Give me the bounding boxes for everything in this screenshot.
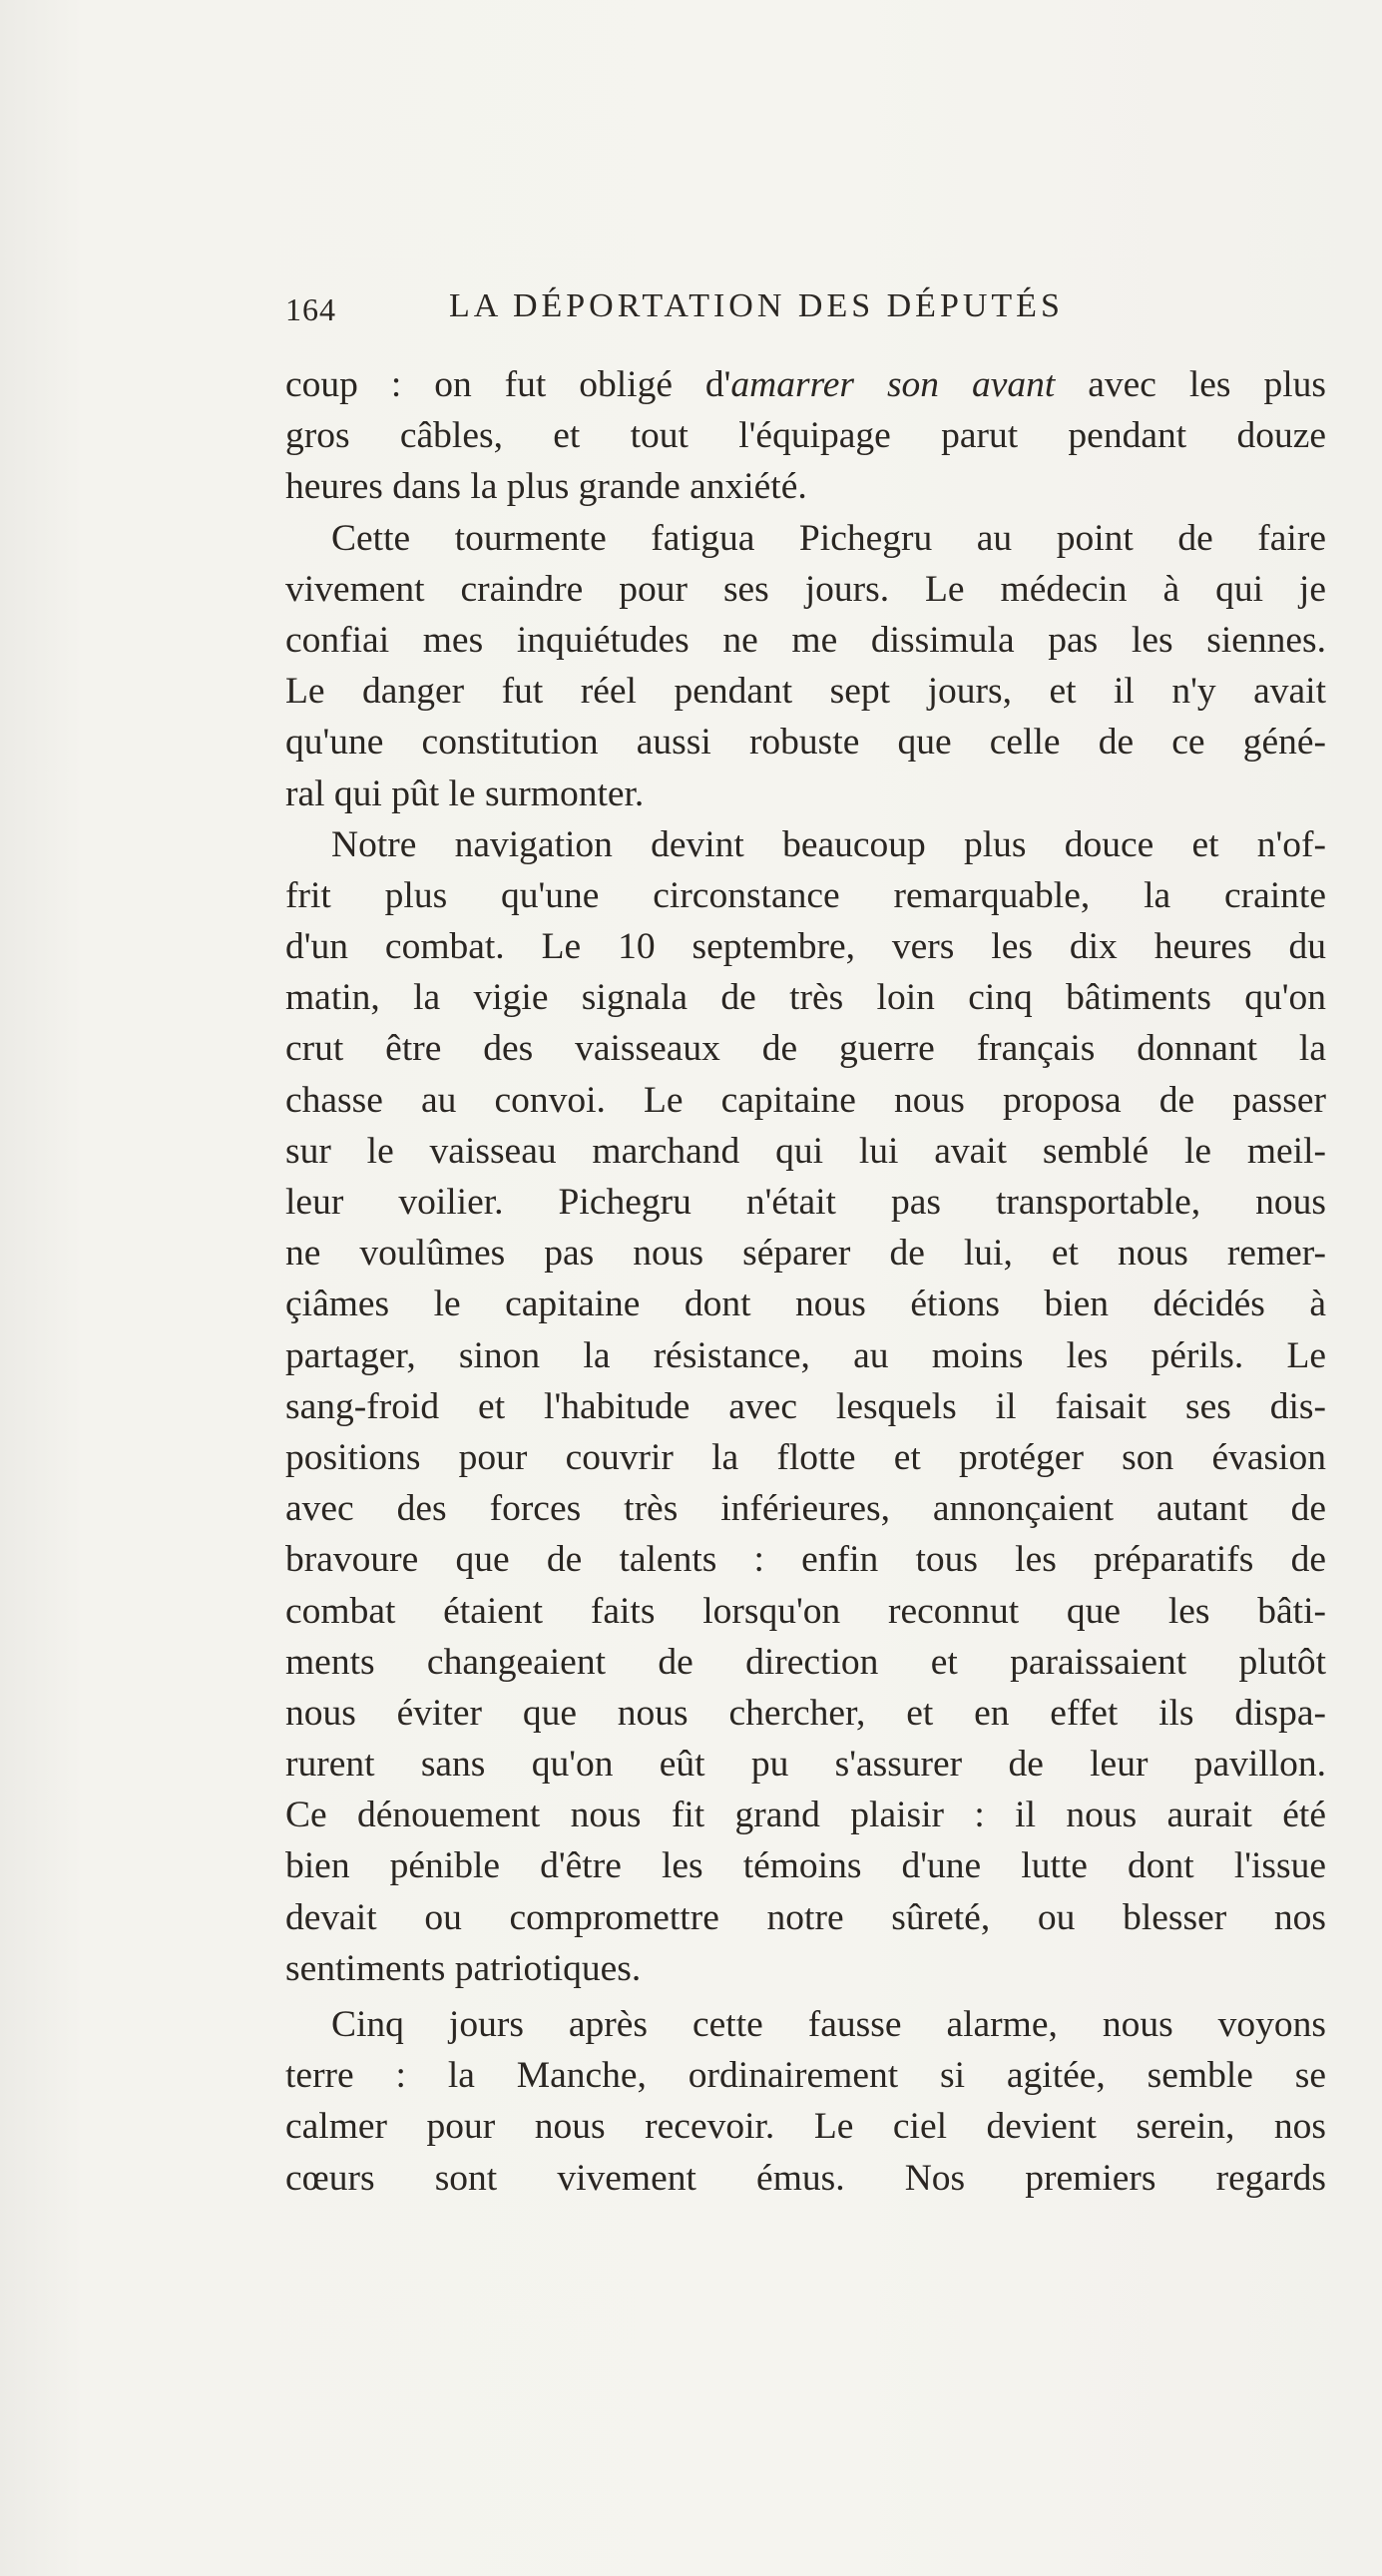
text-run: cœurs sont vivement émus. Nos premiers regards	[285, 2157, 1326, 2199]
text-line	[285, 1075, 1326, 1126]
text-run: qu'une constitution aussi robuste que celle de ce géné-	[285, 722, 1326, 764]
text-run: crut être des vaisseaux de guerre français donnant la	[285, 1028, 1326, 1070]
page-number: 164	[285, 291, 336, 327]
text-run: d'un combat. Le 10 septembre, vers les dix heures du	[285, 926, 1326, 968]
text-line	[285, 1688, 1326, 1739]
text-run: bravoure que de talents : enfin tous les préparatifs de	[285, 1539, 1326, 1581]
text-line	[285, 1432, 1326, 1483]
text-run: çiâmes le capitaine dont nous étions bien décidés à	[285, 1284, 1326, 1325]
text-line	[285, 2153, 1326, 2204]
text-line	[285, 2050, 1326, 2101]
text-line	[285, 1228, 1326, 1279]
text-run: sentiments patriotiques.	[285, 1947, 642, 1989]
text-line	[285, 564, 1326, 615]
text-line	[285, 1790, 1326, 1840]
text-line	[285, 1381, 1326, 1432]
text-line	[285, 461, 1326, 512]
text-run: combat étaient faits lorsqu'on reconnut que les bâti-	[285, 1590, 1326, 1632]
text-run: terre : la Manche, ordinairement si agitée, semble se	[285, 2055, 1326, 2097]
text-run: Cette tourmente fatigua Pichegru au point de faire	[331, 517, 1326, 559]
text-line	[285, 870, 1326, 921]
text-run: coup : on fut obligé d'	[285, 364, 731, 405]
text-line	[285, 666, 1326, 717]
text-run: gros câbles, et tout l'équipage parut pendant douze	[285, 415, 1326, 457]
text-run: nous éviter que nous chercher, et en effet ils dispa-	[285, 1692, 1326, 1734]
text-line	[285, 921, 1326, 972]
text-run: matin, la vigie signala de très loin cinq bâtiments qu'on	[285, 977, 1326, 1019]
running-title: LA DÉPORTATION DES DÉPUTÉS	[449, 287, 1064, 324]
text-line	[285, 513, 1326, 564]
text-line	[285, 410, 1326, 461]
text-run: ments changeaient de direction et paraissaient plutôt	[285, 1641, 1326, 1683]
text-line	[285, 972, 1326, 1023]
text-run: bien pénible d'être les témoins d'une lutte dont l'issue	[285, 1845, 1326, 1887]
text-run: confiai mes inquiétudes ne me dissimula pas les siennes.	[285, 619, 1326, 661]
text-line	[285, 615, 1326, 666]
text-line	[285, 769, 1326, 819]
text-run: Notre navigation devint beaucoup plus douce et n'of-	[331, 823, 1326, 865]
text-run: rurent sans qu'on eût pu s'assurer de leur pavillon.	[285, 1744, 1326, 1786]
body-text	[285, 359, 1326, 2204]
text-line	[285, 1892, 1326, 1943]
text-run: positions pour couvrir la flotte et protéger son évasion	[285, 1436, 1326, 1478]
text-line	[285, 1840, 1326, 1891]
text-run: sur le vaisseau marchand qui lui avait semblé le meil-	[285, 1130, 1326, 1172]
text-line	[285, 2101, 1326, 2152]
text-line	[285, 1999, 1326, 2050]
text-run: avec des forces très inférieures, annonçaient autant de	[285, 1488, 1326, 1530]
text-line	[285, 1483, 1326, 1534]
text-line	[285, 1637, 1326, 1688]
text-run: Le danger fut réel pendant sept jours, et il n'y avait	[285, 671, 1326, 713]
text-run: frit plus qu'une circonstance remarquable, la crainte	[285, 874, 1326, 916]
text-run: heures dans la plus grande anxiété.	[285, 466, 807, 508]
text-line	[285, 1177, 1326, 1228]
text-run: ral qui pût le surmonter.	[285, 773, 645, 814]
text-line	[285, 1126, 1326, 1177]
text-run: devait ou compromettre notre sûreté, ou blesser nos	[285, 1896, 1326, 1938]
text-line	[285, 717, 1326, 768]
text-run: vivement craindre pour ses jours. Le médecin à qui je	[285, 568, 1326, 610]
text-line	[285, 819, 1326, 870]
text-line	[285, 1586, 1326, 1637]
text-run: Cinq jours après cette fausse alarme, nous voyons	[331, 2004, 1326, 2045]
text-line	[285, 1279, 1326, 1329]
text-run: ne voulûmes pas nous séparer de lui, et nous remer-	[285, 1233, 1326, 1275]
text-line	[285, 1534, 1326, 1585]
text-run: Ce dénouement nous fit grand plaisir : il nous aurait été	[285, 1795, 1326, 1836]
text-run: calmer pour nous recevoir. Le ciel devient serein, nos	[285, 2106, 1326, 2148]
text-run: sang-froid et l'habitude avec lesquels il faisait ses dis-	[285, 1385, 1326, 1427]
text-run: partager, sinon la résistance, au moins les périls. Le	[285, 1334, 1326, 1376]
text-run: chasse au convoi. Le capitaine nous proposa de passer	[285, 1079, 1326, 1121]
text-line	[285, 1739, 1326, 1790]
italic-text: amarrer son avant	[730, 364, 1056, 405]
text-line	[285, 359, 1326, 410]
text-run: avec les plus	[1055, 364, 1326, 405]
text-line	[285, 1023, 1326, 1074]
text-line	[285, 1943, 1326, 1994]
running-header	[285, 287, 1283, 337]
text-line	[285, 1330, 1326, 1381]
text-run: leur voilier. Pichegru n'était pas transportable, nous	[285, 1182, 1326, 1223]
